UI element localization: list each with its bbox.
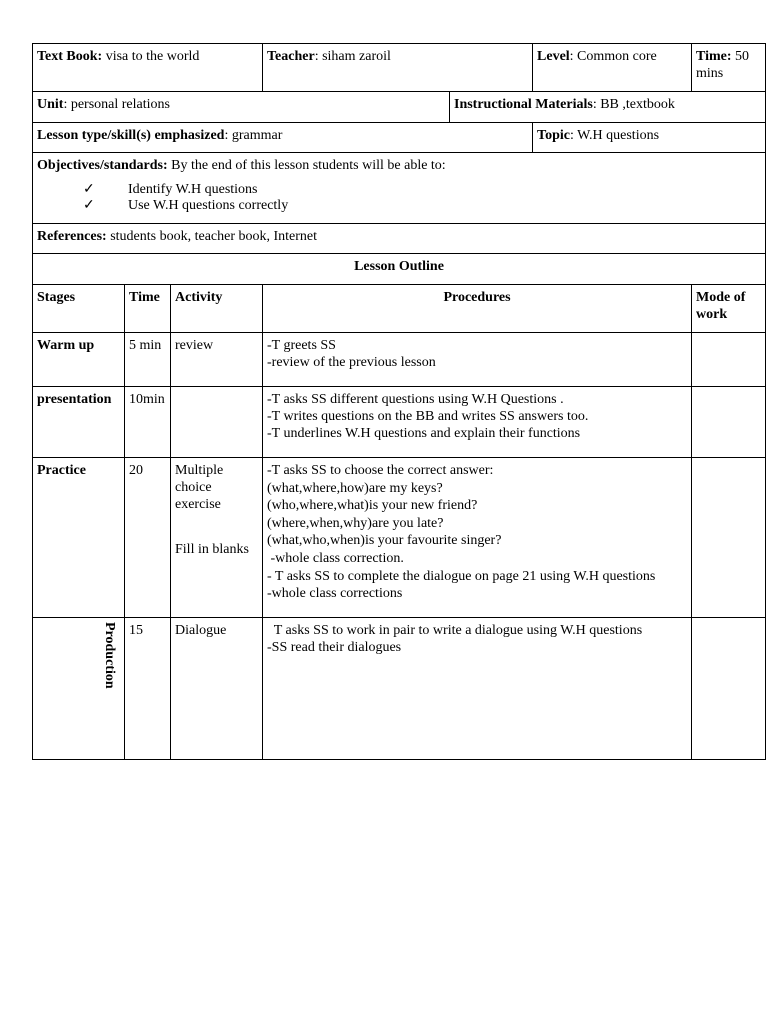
time-header-label: Time <box>129 290 160 305</box>
lesson-type-row <box>33 123 766 153</box>
materials-cell <box>450 92 766 123</box>
time-value-cell: 15 <box>125 618 171 760</box>
checkmark-icon: ✓ <box>83 198 95 213</box>
mode-header-label: Mode of work <box>696 290 746 322</box>
references-cell <box>33 224 766 254</box>
stage-cell <box>33 458 125 618</box>
materials-value: : BB ,textbook <box>592 97 675 112</box>
time-value-cell: 20 <box>125 458 171 618</box>
activity-text: Fill in blanks <box>175 542 249 557</box>
procedure-line: - T asks SS to complete the dialogue on page 21 using W.H questions <box>267 568 656 584</box>
stage-cell <box>33 618 125 760</box>
objectives-label: Objectives/standards: <box>37 158 168 173</box>
procedure-line: -whole class correction. <box>267 550 404 566</box>
time-header <box>125 285 171 333</box>
objective-text: Use W.H questions correctly <box>128 198 289 213</box>
activity-cell: Dialogue <box>171 618 263 760</box>
procedures-cell <box>263 618 692 760</box>
objectives-cell <box>33 153 766 224</box>
mode-cell <box>692 387 766 458</box>
procedure-line: (what,who,when)is your favourite singer? <box>267 533 502 549</box>
header-row <box>33 44 766 92</box>
topic-cell <box>533 123 766 153</box>
stage-label: Warm up <box>37 338 95 353</box>
procedure-line: -T asks SS different questions using W.H Questions . <box>267 392 564 407</box>
stage-label: presentation <box>37 392 112 407</box>
teacher-value: : siham zaroil <box>314 49 391 64</box>
topic-label: Topic <box>537 128 570 143</box>
lesson-type-cell <box>33 123 533 153</box>
references-value: students book, teacher book, Internet <box>106 229 318 244</box>
outline-title-cell <box>33 254 766 285</box>
procedure-line: -T underlines W.H questions and explain their functions <box>267 426 581 441</box>
procedure-line: -T greets SS <box>267 338 336 353</box>
time-label: Time: <box>696 49 732 64</box>
procedure-line: -whole class corrections <box>267 586 403 602</box>
procedures-header <box>263 285 692 333</box>
activity-cell <box>171 387 263 458</box>
stage-cell <box>33 333 125 387</box>
procedures-cell <box>263 387 692 458</box>
level-label: Level <box>537 49 570 64</box>
procedure-line: (who,where,what)is your new friend? <box>267 498 478 514</box>
objective-item <box>83 182 761 198</box>
stage-label: Practice <box>37 463 86 478</box>
objectives-row <box>33 153 766 224</box>
table-row <box>33 618 766 760</box>
objective-text: Identify W.H questions <box>128 182 258 197</box>
level-value: : Common core <box>569 49 657 64</box>
table-row <box>33 333 766 387</box>
unit-row <box>33 92 766 123</box>
table-row <box>33 458 766 618</box>
procedure-line: (where,when,why)are you late? <box>267 515 444 531</box>
procedure-line: -T asks SS to choose the correct answer: <box>267 463 494 478</box>
objectives-intro: By the end of this lesson students will be able to: <box>167 158 446 173</box>
lesson-plan-table <box>32 43 766 760</box>
activity-cell <box>171 458 263 618</box>
level-cell <box>533 44 692 92</box>
textbook-cell <box>33 44 263 92</box>
mode-cell <box>692 618 766 760</box>
topic-value: : W.H questions <box>569 128 660 143</box>
objective-item <box>83 198 761 214</box>
procedures-cell <box>263 458 692 618</box>
teacher-cell <box>263 44 533 92</box>
objectives-list <box>37 182 761 214</box>
procedures-header-label: Procedures <box>443 290 511 305</box>
outline-title: Lesson Outline <box>354 259 444 274</box>
unit-value: : personal relations <box>63 97 170 112</box>
outline-header-row <box>33 285 766 333</box>
outline-title-row <box>33 254 766 285</box>
lesson-type-value: : grammar <box>224 128 283 143</box>
activity-cell: review <box>171 333 263 387</box>
procedure-line: -SS read their dialogues <box>267 640 402 655</box>
textbook-value: visa to the world <box>102 49 200 64</box>
time-cell <box>692 44 766 92</box>
checkmark-icon: ✓ <box>83 182 95 197</box>
stage-label-vertical: Production <box>102 622 117 689</box>
procedure-line: -review of the previous lesson <box>267 355 436 370</box>
lesson-type-label: Lesson type/skill(s) emphasized <box>37 128 225 143</box>
mode-cell <box>692 458 766 618</box>
mode-cell <box>692 333 766 387</box>
unit-label: Unit <box>37 97 64 112</box>
unit-cell <box>33 92 450 123</box>
references-label: References: <box>37 229 107 244</box>
procedures-cell <box>263 333 692 387</box>
activity-header-label: Activity <box>175 290 223 305</box>
teacher-label: Teacher <box>267 49 315 64</box>
materials-label: Instructional Materials <box>454 97 593 112</box>
procedure-line: -T writes questions on the BB and writes SS answers too. <box>267 409 589 424</box>
textbook-label: Text Book: <box>37 49 103 64</box>
procedure-line: (what,where,how)are my keys? <box>267 480 443 496</box>
stages-header <box>33 285 125 333</box>
activity-header <box>171 285 263 333</box>
stage-cell <box>33 387 125 458</box>
time-value: 50 mins <box>696 49 750 81</box>
table-row <box>33 387 766 458</box>
references-row <box>33 224 766 254</box>
stages-header-label: Stages <box>37 290 76 305</box>
time-value-cell: 10min <box>125 387 171 458</box>
procedure-line: T asks SS to work in pair to write a dialogue using W.H questions <box>267 623 643 638</box>
activity-text: Multiple choice exercise <box>175 463 224 512</box>
mode-header <box>692 285 766 333</box>
time-value-cell: 5 min <box>125 333 171 387</box>
